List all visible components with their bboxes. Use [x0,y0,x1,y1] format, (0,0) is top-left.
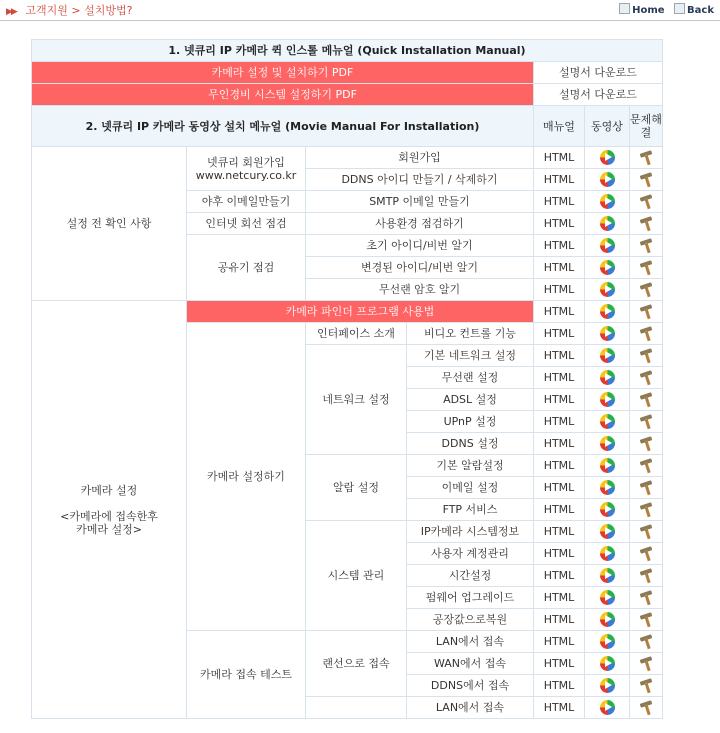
hammer-icon[interactable] [639,216,654,231]
html-link[interactable]: HTML [534,455,585,477]
item-router-initial: 초기 아이디/비번 알기 [306,235,534,257]
hammer-icon[interactable] [639,634,654,649]
html-link[interactable]: HTML [534,653,585,675]
html-link[interactable]: HTML [534,521,585,543]
html-link[interactable]: HTML [534,389,585,411]
play-video-icon[interactable] [600,480,615,495]
item-ddns-id: DDNS 아이디 만들기 / 삭제하기 [306,169,534,191]
subgroup-network: 네트워크 설정 [306,345,407,455]
item-lan-connect-wireless: LAN에서 접속 [407,697,534,719]
html-link[interactable]: HTML [534,147,585,169]
html-link[interactable]: HTML [534,235,585,257]
group-yahoo-email: 야후 이메일만들기 [187,191,306,213]
breadcrumb-arrows-icon: ▶▶ [6,7,16,17]
item-smtp: SMTP 이메일 만들기 [306,191,534,213]
subgroup-lan: 랜선으로 접속 [306,631,407,697]
pdf-download-link[interactable]: 설명서 다운로드 [534,62,663,84]
item-user-accounts: 사용자 계정관리 [407,543,534,565]
play-video-icon[interactable] [600,260,615,275]
top-nav [613,3,714,16]
hammer-icon[interactable] [639,370,654,385]
play-video-icon[interactable] [600,172,615,187]
breadcrumb-separator: > [71,4,81,17]
play-video-icon[interactable] [600,150,615,165]
item-system-info: IP카메라 시스템정보 [407,521,534,543]
html-link[interactable]: HTML [534,213,585,235]
item-factory-reset: 공장값으로복원 [407,609,534,631]
breadcrumb [6,2,132,18]
item-ddns: DDNS 설정 [407,433,534,455]
hammer-icon[interactable] [639,392,654,407]
html-link[interactable]: HTML [534,323,585,345]
html-link[interactable]: HTML [534,631,585,653]
play-video-icon[interactable] [600,238,615,253]
play-video-icon[interactable] [600,326,615,341]
item-firmware: 펌웨어 업그레이드 [407,587,534,609]
html-link[interactable]: HTML [534,169,585,191]
play-video-icon[interactable] [600,282,615,297]
item-env-check: 사용환경 점검하기 [306,213,534,235]
play-video-icon[interactable] [600,216,615,231]
breadcrumb-page: 설치방법? [84,4,133,17]
play-video-icon[interactable] [600,194,615,209]
hammer-icon[interactable] [639,502,654,517]
play-video-icon[interactable] [600,678,615,693]
manual2-title: 2. 넷큐리 IP 카메라 동영상 설치 메뉴얼 (Movie Manual For Installation) [32,106,534,147]
html-link[interactable]: HTML [534,301,585,323]
hammer-icon[interactable] [639,612,654,627]
item-ddns-connect: DDNS에서 접속 [407,675,534,697]
hammer-icon[interactable] [639,194,654,209]
item-video-control: 비디오 컨트롤 기능 [407,323,534,345]
play-video-icon[interactable] [600,458,615,473]
breadcrumb-section[interactable]: 고객지원 [25,4,68,17]
html-link[interactable]: HTML [534,433,585,455]
hammer-icon[interactable] [639,524,654,539]
group-netcury-signup: 넷큐리 회원가입 www.netcury.co.kr [187,147,306,191]
hammer-icon[interactable] [639,304,654,319]
hammer-icon[interactable] [639,480,654,495]
hammer-icon[interactable] [639,700,654,715]
hammer-icon[interactable] [639,458,654,473]
hammer-icon[interactable] [639,678,654,693]
play-video-icon[interactable] [600,546,615,561]
play-video-icon[interactable] [600,524,615,539]
play-video-icon[interactable] [600,304,615,319]
item-time-settings: 시간설정 [407,565,534,587]
play-video-icon[interactable] [600,370,615,385]
html-link[interactable]: HTML [534,345,585,367]
manual1-title: 1. 넷큐리 IP 카메라 퀵 인스톨 메뉴얼 (Quick Installation Manual) [32,40,663,62]
html-link[interactable]: HTML [534,367,585,389]
section-camera-setup: 카메라 설정 <카메라에 접속한후 카메라 설정> [32,301,187,719]
item-ftp: FTP 서비스 [407,499,534,521]
back-link[interactable]: Back [674,5,714,16]
subgroup-interface: 인터페이스 소개 [306,323,407,345]
group-router-check: 공유기 점검 [187,235,306,301]
html-link[interactable]: HTML [534,609,585,631]
html-link[interactable]: HTML [534,279,585,301]
item-router-changed: 변경된 아이디/비번 알기 [306,257,534,279]
pdf-camera-setup[interactable]: 카메라 설정 및 설치하기 PDF [32,62,534,84]
play-video-icon[interactable] [600,502,615,517]
hammer-icon[interactable] [639,282,654,297]
html-link[interactable]: HTML [534,499,585,521]
item-wan-connect: WAN에서 접속 [407,653,534,675]
play-video-icon[interactable] [600,568,615,583]
hammer-icon[interactable] [639,436,654,451]
play-video-icon[interactable] [600,414,615,429]
subgroup-system: 시스템 관리 [306,521,407,631]
hammer-icon[interactable] [639,590,654,605]
hammer-icon[interactable] [639,656,654,671]
col-video-header: 동영상 [585,106,630,147]
play-video-icon[interactable] [600,612,615,627]
item-wlan: 무선랜 설정 [407,367,534,389]
hammer-icon[interactable] [639,326,654,341]
manual-table [31,39,663,719]
hammer-icon[interactable] [639,568,654,583]
item-basic-alarm: 기본 알람설정 [407,455,534,477]
html-link[interactable]: HTML [534,257,585,279]
hammer-icon[interactable] [639,260,654,275]
subgroup-alarm: 알람 설정 [306,455,407,521]
play-video-icon[interactable] [600,590,615,605]
top-bar [0,0,720,20]
item-basic-network: 기본 네트워크 설정 [407,345,534,367]
item-email: 이메일 설정 [407,477,534,499]
hammer-icon[interactable] [639,172,654,187]
play-video-icon[interactable] [600,436,615,451]
home-link[interactable]: Home [619,5,664,16]
html-link[interactable]: HTML [534,697,585,719]
header-divider [0,20,720,21]
html-link[interactable]: HTML [534,675,585,697]
item-lan-connect: LAN에서 접속 [407,631,534,653]
html-link[interactable]: HTML [534,565,585,587]
subgroup-wireless [306,697,407,719]
play-video-icon[interactable] [600,700,615,715]
item-signup: 회원가입 [306,147,534,169]
html-link[interactable]: HTML [534,587,585,609]
html-link[interactable]: HTML [534,411,585,433]
play-video-icon[interactable] [600,634,615,649]
item-adsl: ADSL 설정 [407,389,534,411]
play-video-icon[interactable] [600,656,615,671]
item-upnp: UPnP 설정 [407,411,534,433]
hammer-icon[interactable] [639,546,654,561]
pdf-security-setup[interactable]: 무인경비 시스템 설정하기 PDF [32,84,534,106]
back-icon [674,3,685,14]
item-wlan-password: 무선랜 암호 알기 [306,279,534,301]
hammer-icon[interactable] [639,348,654,363]
col-solve-header: 문제해결 [630,106,663,147]
finder-program-guide[interactable]: 카메라 파인더 프로그램 사용법 [187,301,534,323]
home-icon [619,3,630,14]
hammer-icon[interactable] [639,238,654,253]
pdf-download-link[interactable]: 설명서 다운로드 [534,84,663,106]
group-connection-test: 카메라 접속 테스트 [187,631,306,719]
hammer-icon[interactable] [639,414,654,429]
section-pre-check: 설정 전 확인 사항 [32,147,187,301]
play-video-icon[interactable] [600,392,615,407]
html-link[interactable]: HTML [534,477,585,499]
html-link[interactable]: HTML [534,191,585,213]
group-camera-settings: 카메라 설정하기 [187,323,306,631]
hammer-icon[interactable] [639,150,654,165]
col-manual-header: 매뉴얼 [534,106,585,147]
html-link[interactable]: HTML [534,543,585,565]
play-video-icon[interactable] [600,348,615,363]
group-internet-check: 인터넷 회선 점검 [187,213,306,235]
